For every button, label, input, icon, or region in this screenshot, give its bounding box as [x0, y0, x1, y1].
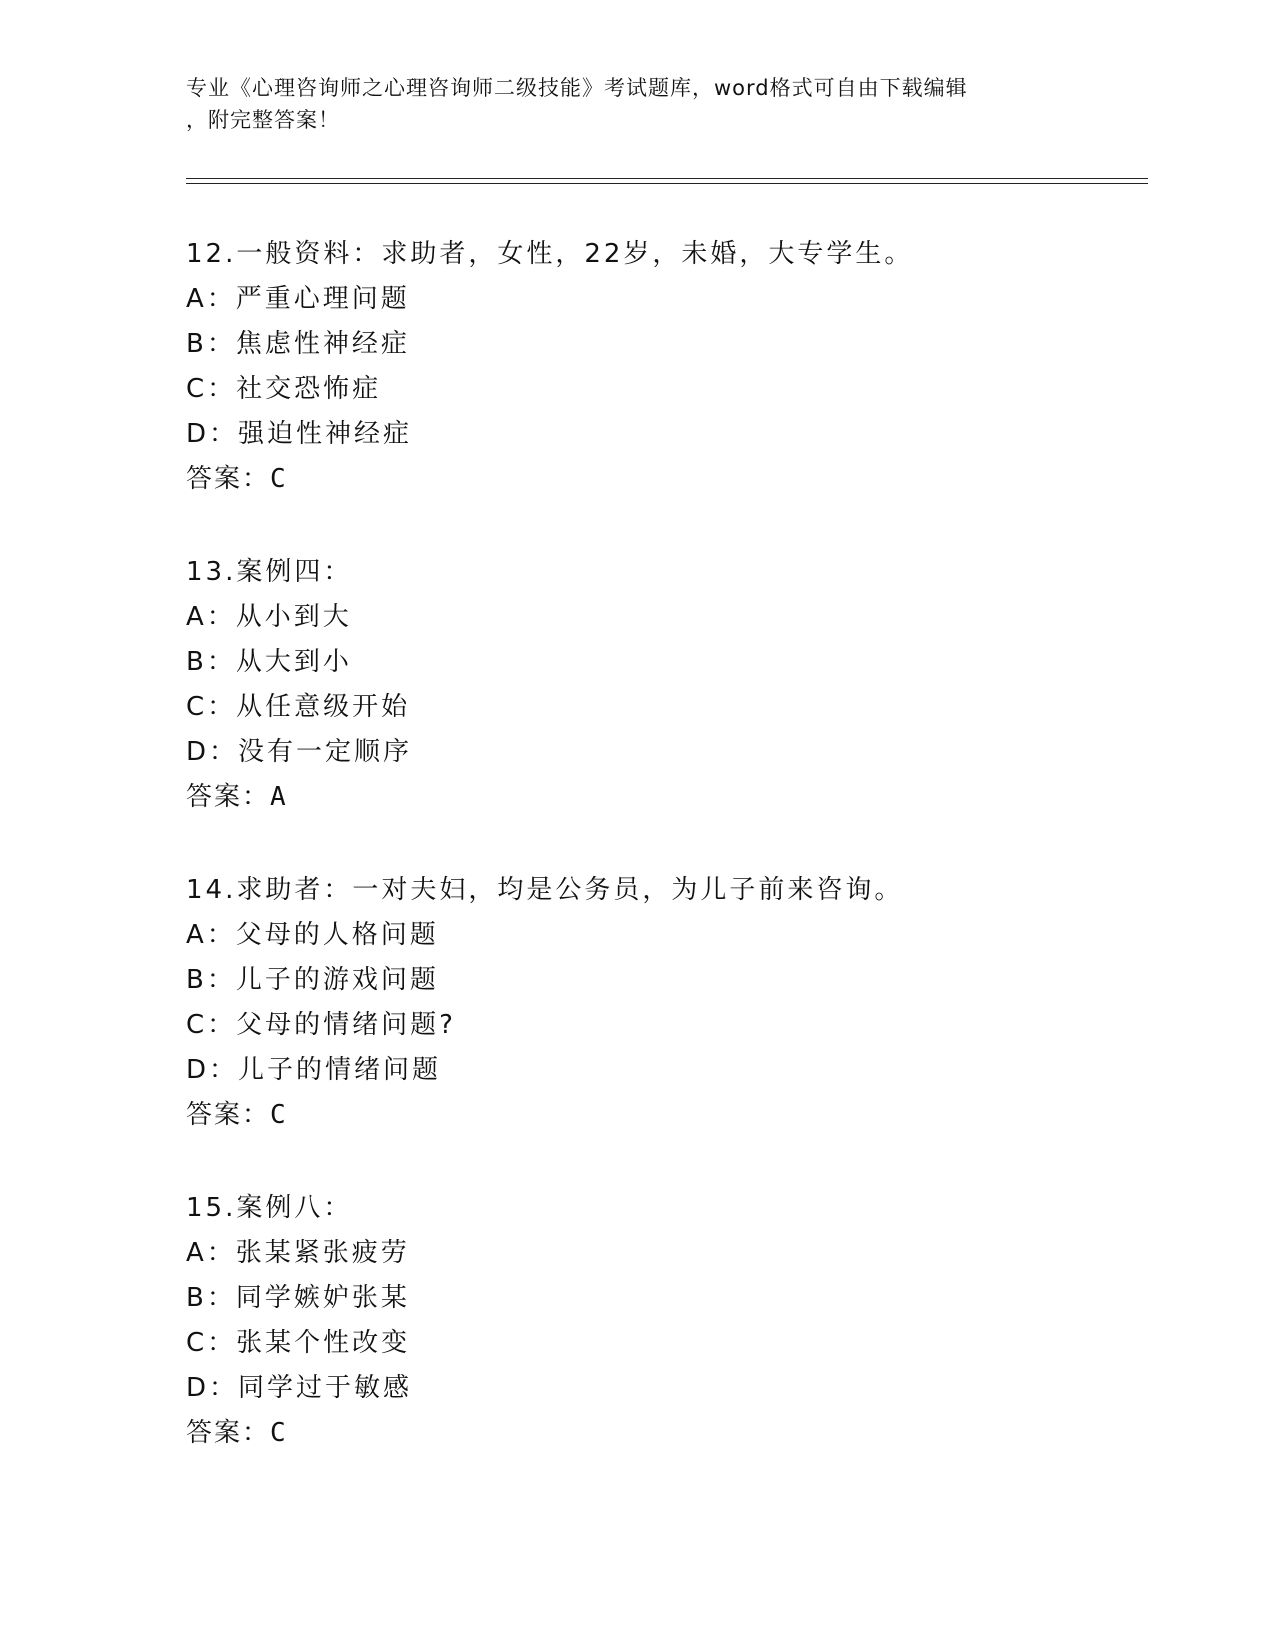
answer-line: [186, 1093, 1146, 1138]
header-line-2: ，附完整答案！: [186, 108, 340, 132]
option-d: D：儿子的情绪问题: [186, 1055, 442, 1085]
option-a: A：从小到大: [186, 602, 352, 632]
header-divider-top: [186, 178, 1148, 179]
question-stem: 14.求助者：一对夫妇，均是公务员，为儿子前来咨询。: [186, 875, 904, 905]
option-a: A：严重心理问题: [186, 284, 410, 314]
option-d: D：同学过于敏感: [186, 1373, 413, 1403]
option-c: C：张某个性改变: [186, 1328, 411, 1358]
option-a: A：张某紧张疲劳: [186, 1238, 410, 1268]
option-c: C：社交恐怖症: [186, 374, 382, 404]
question-stem: 13.案例四：: [186, 557, 353, 587]
option-d: D：强迫性神经症: [186, 419, 413, 449]
answer-value: C: [270, 1418, 288, 1448]
option-b: B：从大到小: [186, 647, 352, 677]
document-header: [186, 72, 1086, 136]
header-divider-bottom: [186, 183, 1148, 184]
question-stem: 15.案例八：: [186, 1193, 353, 1223]
answer-label: 答案：: [186, 1100, 271, 1130]
question-block: [186, 550, 1146, 868]
option-c: C：从任意级开始: [186, 692, 411, 722]
question-block: [186, 868, 1146, 1186]
question-stem: 12.一般资料：求助者，女性，22岁，未婚，大专学生。: [186, 239, 914, 269]
option-d: D：没有一定顺序: [186, 737, 413, 767]
option-b: B：同学嫉妒张某: [186, 1283, 410, 1313]
option-b: B：儿子的游戏问题: [186, 965, 439, 995]
answer-value: C: [270, 464, 288, 494]
option-a: A：父母的人格问题: [186, 920, 439, 950]
option-b: B：焦虑性神经症: [186, 329, 410, 359]
question-block: [186, 1186, 1146, 1504]
question-block: [186, 232, 1146, 550]
answer-line: [186, 1411, 1146, 1456]
header-line-1: 专业《心理咨询师之心理咨询师二级技能》考试题库，word格式可自由下载编辑: [186, 76, 968, 100]
answer-line: [186, 457, 1146, 502]
option-c: C：父母的情绪问题?: [186, 1010, 456, 1040]
answer-label: 答案：: [186, 464, 271, 494]
question-list: [186, 232, 1146, 1504]
answer-value: A: [270, 782, 288, 812]
answer-label: 答案：: [186, 782, 271, 812]
answer-value: C: [270, 1100, 288, 1130]
answer-label: 答案：: [186, 1418, 271, 1448]
answer-line: [186, 775, 1146, 820]
